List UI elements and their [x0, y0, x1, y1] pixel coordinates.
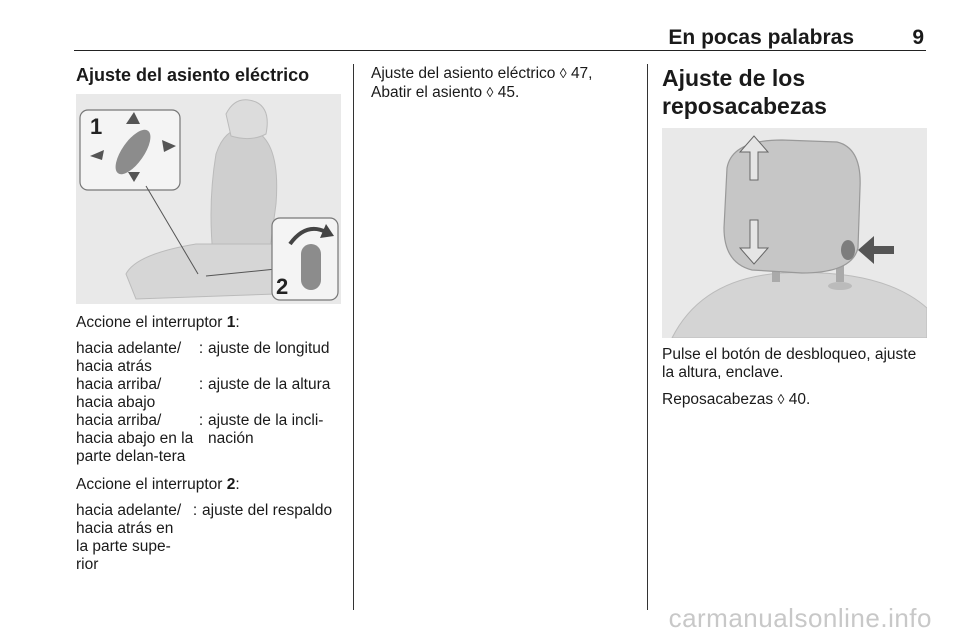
switch-2-definitions: [76, 502, 341, 574]
definition-term: hacia adelante/ hacia atrás en la parte supe-rior: [76, 502, 182, 573]
column-1: [76, 64, 341, 574]
section-title-electric-seat: Ajuste del asiento eléctrico: [76, 65, 310, 85]
column-divider-2: [647, 64, 648, 610]
column-2: [371, 64, 636, 102]
definition-term: hacia arriba/ hacia abajo: [76, 376, 162, 411]
switch-2-instruction: Accione el interruptor 2:: [76, 476, 240, 493]
definition-separator: :: [198, 412, 204, 429]
definition-row: [76, 376, 341, 412]
page-reference-icon: ◊: [486, 84, 494, 100]
definition-value: ajuste del respaldo: [202, 502, 333, 519]
definition-row: [76, 412, 341, 466]
reference-fold-seat[interactable]: Abatir el asiento ◊ 45.: [371, 84, 520, 101]
switch-1-definitions: [76, 340, 341, 466]
headrest-instructions: Pulse el botón de desbloqueo, ajuste la altura, enclave.: [662, 346, 917, 381]
definition-value: ajuste de la incli-nación: [208, 412, 324, 447]
column-divider-1: [353, 64, 354, 610]
definition-value: ajuste de la altura: [208, 376, 331, 393]
watermark: carmanualsonline.info: [668, 603, 932, 633]
definition-separator: :: [192, 502, 198, 519]
electric-seat-figure: [76, 94, 341, 304]
page-header: [74, 26, 926, 51]
reference-electric-seat[interactable]: Ajuste del asiento eléctrico ◊ 47,: [371, 65, 593, 82]
definition-row: [76, 502, 341, 574]
switch-1-instruction: Accione el interruptor 1:: [76, 314, 240, 331]
callout-1-label: 1: [90, 114, 103, 139]
definition-separator: :: [198, 376, 204, 393]
definition-term: hacia adelante/ hacia atrás: [76, 340, 182, 375]
headrest-figure: [662, 128, 930, 338]
definition-value: ajuste de longitud: [208, 340, 330, 357]
definition-term: hacia arriba/ hacia abajo en la parte delan-tera: [76, 412, 194, 465]
definition-row: [76, 340, 341, 376]
column-3: [662, 64, 930, 409]
page-reference-icon: ◊: [777, 391, 785, 407]
header-title: En pocas palabras: [668, 26, 854, 49]
section-title-headrests: Ajuste de los reposacabezas: [662, 65, 827, 119]
definition-separator: :: [198, 340, 204, 357]
reference-headrests[interactable]: Reposacabezas ◊ 40.: [662, 391, 811, 408]
page-number: 9: [912, 26, 924, 49]
callout-2-label: 2: [276, 274, 289, 299]
page-reference-icon: ◊: [559, 65, 567, 81]
